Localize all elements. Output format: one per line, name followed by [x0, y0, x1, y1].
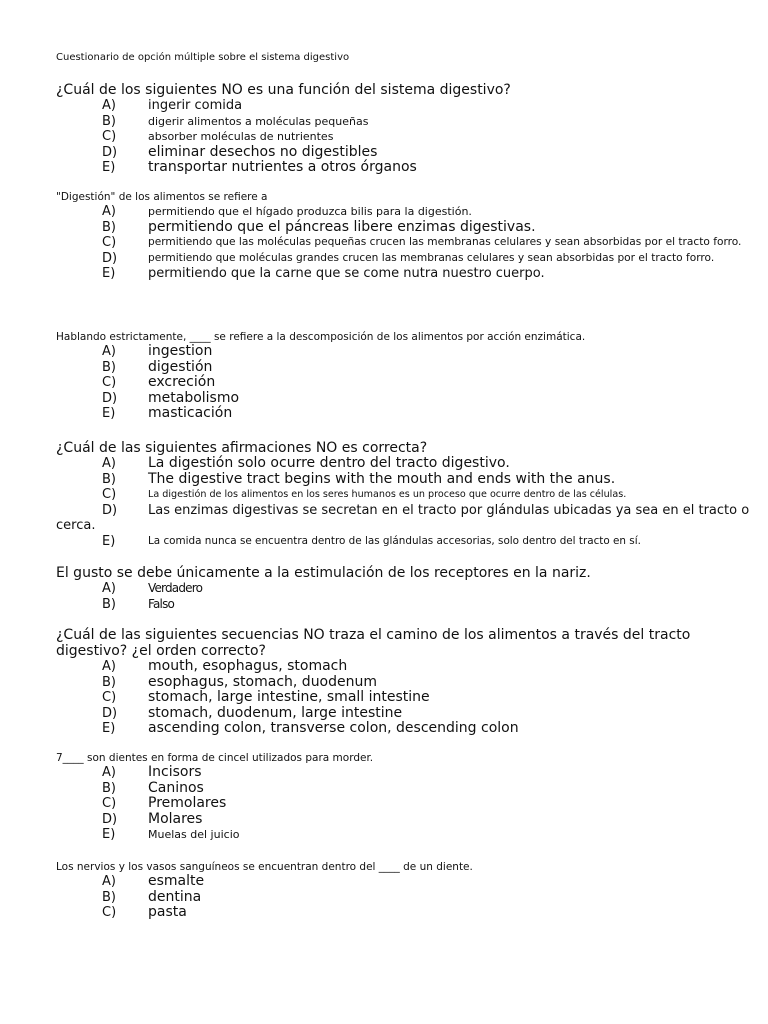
option-text: The digestive tract begins with the mouth and ends with the anus. [148, 470, 616, 487]
option-text: masticación [148, 405, 233, 422]
option-d: D) stomach, duodenum, large intestine [102, 704, 403, 721]
option-b: B) Falso [102, 596, 175, 612]
option-e: E) Muelas del juicio [102, 827, 240, 843]
options-list [56, 204, 756, 282]
option-b: B) Caninos [102, 779, 204, 796]
option-text: stomach, duodenum, large intestine [148, 704, 403, 721]
option-e: E) La comida nunca se encuentra dentro de las glándulas accesorias, solo dentro del tracto en sí. [102, 533, 641, 549]
options-list [56, 344, 756, 422]
option-text: transportar nutrientes a otros órganos [148, 159, 417, 176]
option-text: La digestión de los alimentos en los seres humanos es un proceso que ocurre dentro de las células. [148, 489, 627, 501]
option-text: permitiendo que moléculas grandes crucen las membranas celulares y sean absorbidas por el tracto forro. [148, 251, 715, 264]
option-text: dentina [148, 888, 202, 905]
option-a: A) La digestión solo ocurre dentro del tracto digestivo. [102, 455, 510, 471]
option-text: ascending colon, transverse colon, descending colon [148, 720, 519, 737]
option-text: metabolismo [148, 389, 240, 406]
question-text: Hablando estrictamente, ____ se refiere a la descomposición de los alimentos por acción enzimática. [56, 331, 586, 343]
option-c: C) La digestión de los alimentos en los seres humanos es un proceso que ocurre dentro de las células. [102, 487, 627, 503]
option-b: B) dentina [102, 888, 202, 905]
question-text: Los nervios y los vasos sanguíneos se encuentran dentro del ____ de un diente. [56, 861, 473, 873]
option-text: permitiendo que la carne que se come nutra nuestro cuerpo. [148, 266, 545, 282]
option-text: stomach, large intestine, small intestine [148, 689, 430, 706]
option-text: excreción [148, 374, 216, 391]
option-a: A) mouth, esophagus, stomach [102, 658, 348, 674]
option-text: mouth, esophagus, stomach [148, 658, 348, 674]
question-8 [56, 861, 756, 921]
option-b: B) esophagus, stomach, duodenum [102, 673, 378, 690]
option-text: esophagus, stomach, duodenum [148, 673, 378, 690]
option-text: permitiendo que el hígado produzca bilis para la digestión. [148, 205, 472, 218]
option-b: B) The digestive tract begins with the mouth and ends with the anus. [102, 470, 616, 487]
option-a: A) permitiendo que el hígado produzca bilis para la digestión. [102, 204, 472, 219]
option-text: Falso [148, 596, 175, 611]
question-1 [56, 82, 756, 176]
options-list [56, 659, 756, 737]
option-a: A) Incisors [102, 764, 202, 780]
option-text: Muelas del juicio [148, 828, 240, 842]
option-d: D) permitiendo que moléculas grandes crucen las membranas celulares y sean absorbidas por el tracto forro. [102, 250, 715, 266]
option-c: C) absorber moléculas de nutrientes [102, 129, 334, 145]
option-a: A) ingestion [102, 343, 213, 359]
question-text: 7____ son dientes en forma de cincel utilizados para morder. [56, 752, 374, 764]
option-e: E) transportar nutrientes a otros órganos [102, 159, 417, 176]
option-text: La comida nunca se encuentra dentro de las glándulas accesorias, solo dentro del tracto en sí. [148, 534, 641, 547]
question-5 [56, 565, 756, 612]
question-text: ¿Cuál de las siguientes afirmaciones NO es correcta? [56, 440, 428, 456]
option-text: esmalte [148, 873, 205, 889]
option-e: E) masticación [102, 405, 233, 422]
option-a: A) esmalte [102, 873, 205, 889]
option-text: permitiendo que las moléculas pequeñas crucen las membranas celulares y sean absorbidas por el tracto forro. [148, 236, 742, 249]
option-text: ingerir comida [148, 98, 243, 113]
options-list [56, 874, 756, 921]
option-d: D) eliminar desechos no digestibles [102, 143, 378, 160]
option-a: A) ingerir comida [102, 98, 243, 113]
option-d: D) Las enzimas digestivas se secretan en el tracto por glándulas ubicadas ya sea en el tracto o cerca. [56, 502, 750, 534]
option-text: Verdadero [148, 581, 203, 595]
option-c: C) stomach, large intestine, small intestine [102, 689, 430, 706]
option-text: La digestión solo ocurre dentro del tracto digestivo. [148, 455, 510, 471]
option-text: ingestion [148, 343, 213, 359]
option-c: C) Premolares [102, 795, 227, 812]
option-text: digerir alimentos a moléculas pequeñas [148, 114, 369, 128]
option-d: D) metabolismo [102, 389, 240, 406]
option-e: E) permitiendo que la carne que se come nutra nuestro cuerpo. [102, 266, 545, 282]
option-text: pasta [148, 904, 187, 921]
question-4 [56, 440, 756, 550]
option-text: permitiendo que el páncreas libere enzimas digestivas. [148, 218, 536, 235]
option-c: C) pasta [102, 904, 187, 921]
document-title: Cuestionario de opción múltiple sobre el sistema digestivo [56, 52, 350, 63]
options-list [56, 456, 756, 550]
options-list [56, 765, 756, 843]
option-text: absorber moléculas de nutrientes [148, 130, 334, 144]
option-text: Incisors [148, 764, 202, 780]
question-text: El gusto se debe únicamente a la estimulación de los receptores en la nariz. [56, 565, 591, 581]
option-a: A) Verdadero [102, 581, 203, 596]
options-list [56, 98, 756, 176]
option-text: Caninos [148, 779, 204, 796]
question-6 [56, 627, 756, 737]
option-b: B) permitiendo que el páncreas libere enzimas digestivas. [102, 218, 536, 235]
option-text: digestión [148, 358, 213, 375]
option-text: Premolares [148, 795, 227, 812]
question-text: ¿Cuál de los siguientes NO es una función del sistema digestivo? [56, 82, 511, 98]
question-text: "Digestión" de los alimentos se refiere a [56, 191, 268, 203]
option-e: E) ascending colon, transverse colon, descending colon [102, 720, 519, 737]
option-d: D) Molares [102, 810, 203, 827]
option-text: eliminar desechos no digestibles [148, 143, 378, 160]
question-text: ¿Cuál de las siguientes secuencias NO traza el camino de los alimentos a través del tracto digestivo? ¿el orden correcto? [56, 627, 691, 659]
question-2 [56, 191, 756, 282]
question-3 [56, 331, 756, 422]
option-text: Molares [148, 810, 203, 827]
option-c: C) excreción [102, 374, 216, 391]
question-7 [56, 752, 756, 843]
option-c: C) permitiendo que las moléculas pequeñas crucen las membranas celulares y sean absorbidas por el tracto forro. [102, 235, 742, 251]
option-text: Las enzimas digestivas se secretan en el tracto por glándulas ubicadas ya sea en el tracto o cerca. [56, 502, 750, 534]
option-b: B) digerir alimentos a moléculas pequeñas [102, 113, 369, 129]
option-b: B) digestión [102, 358, 213, 375]
options-list [56, 581, 756, 612]
